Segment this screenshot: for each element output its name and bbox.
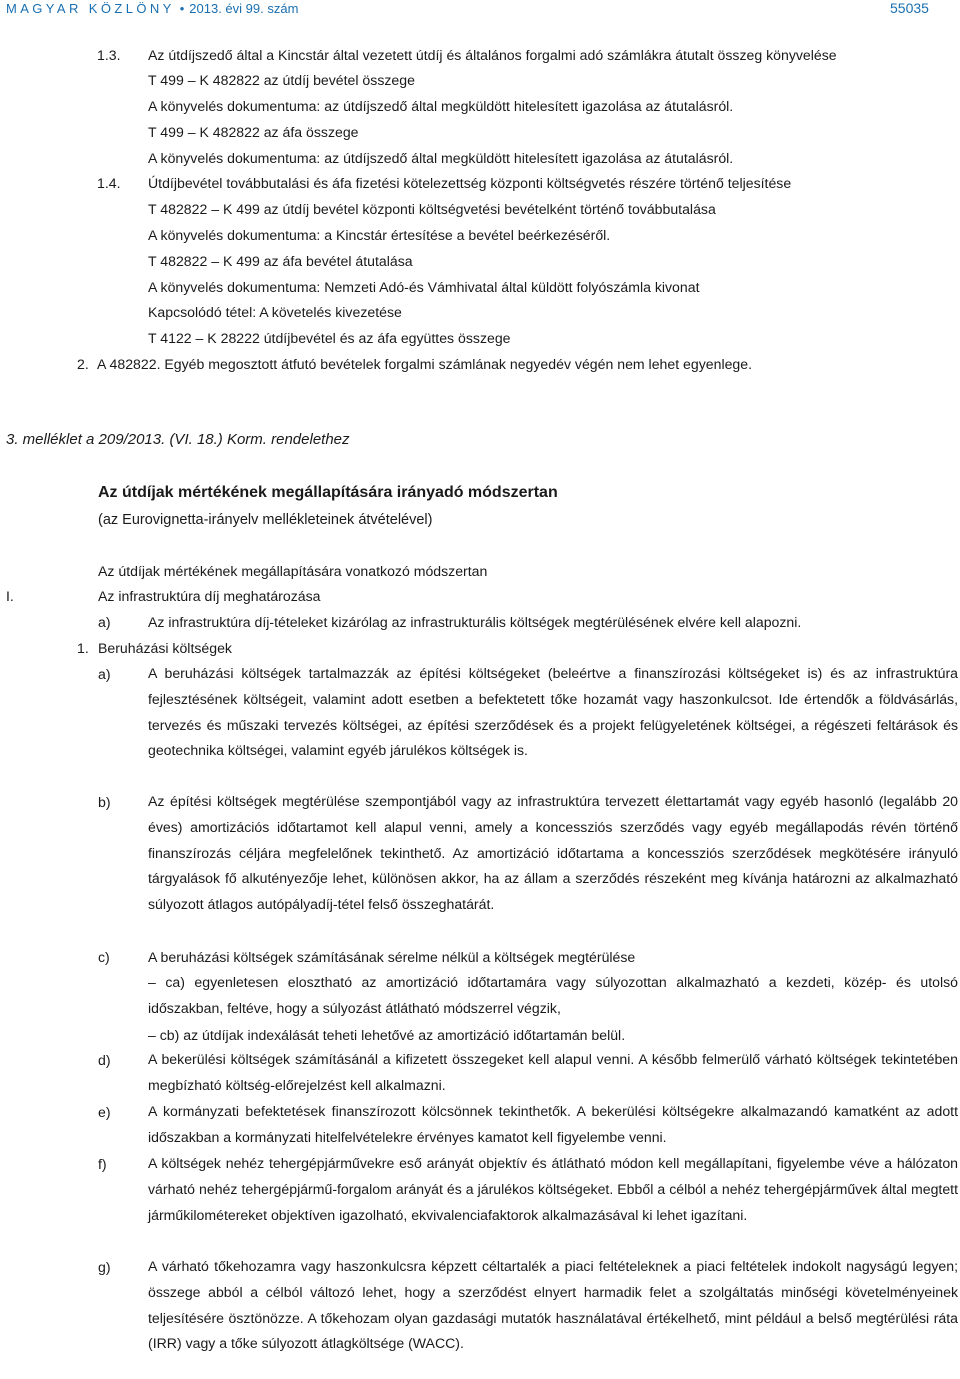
item-c-sub-cb: – cb) az útdíjak indexálását teheti lehetővé az amortizáció időtartamán belül. bbox=[148, 1027, 626, 1043]
part-I-title: Az infrastruktúra díj meghatározása bbox=[98, 588, 321, 604]
header-separator: • bbox=[179, 1, 185, 16]
item-b-label: b) bbox=[98, 794, 111, 810]
item-d-label: d) bbox=[98, 1052, 111, 1068]
section-1-4-label: 1.4. bbox=[97, 175, 121, 191]
method-heading: Az útdíjak mértékének megállapítására vonatkozó módszertan bbox=[98, 563, 488, 579]
item-e-text: A kormányzati befektetések finanszírozott kölcsönnek tekinthetők. A bekerülési költségekre alkalmazandó kamatként az adott időszakban a kormányzati hitelfelvételekre érvényes kamatot kell figyelembe venni. bbox=[148, 1103, 958, 1145]
item-d-text: A bekerülési költségek számításánál a kifizetett összegeket kell alapul venni. A később felmerülő várható költségek tekintetében megbízható költség-előrejelzést kell alkalmazni. bbox=[148, 1051, 958, 1093]
section-1-4-line: A könyvelés dokumentuma: Nemzeti Adó-és Vámhivatal által küldött folyószámla kivonat bbox=[148, 279, 700, 295]
section-1-4-line: T 482822 – K 499 az útdíj bevétel központi költségvetési bevételként történő továbbutalása bbox=[148, 201, 716, 217]
item-a-text: A beruházási költségek tartalmazzák az építési költségeket (beleértve a finanszírozási költségeket is) és az infrastruktúra fejlesztésének költségeit, valamint adott esetben a befektetett tőke hozamát vagy haszonkulcsot. Ide értendők a földvásárlás, tervezés és műszaki tervezés költségei, az építési szerződések és a projekt felügyeletének költségei, a régészeti feltárások és geotechnika költségei, valamint egyéb járulékos költségek is. bbox=[148, 665, 958, 759]
section-2-label: 2. bbox=[77, 356, 89, 372]
section-1-4-line: Kapcsolódó tétel: A követelés kivezetése bbox=[148, 304, 402, 320]
document-title: Az útdíjak mértékének megállapítására irányadó módszertan bbox=[98, 484, 558, 501]
annex-title: 3. melléklet a 209/2013. (VI. 18.) Korm. rendelethez bbox=[6, 431, 350, 448]
journal-name: MAGYAR KÖZLÖNY bbox=[6, 1, 175, 16]
issue-number: 2013. évi 99. szám bbox=[189, 1, 299, 16]
item-b-text: Az építési költségek megtérülése szempontjából vagy az infrastruktúra tervezett élettartamát vagy egyéb hasonló (legalább 20 éves) amortizációs időtartamot kell alapul venni, amely a koncessziós szerződés vagy egyéb megállapodás révén történő finanszírozás céljára megfelelőnek tekinthető. Az amortizáció időtartama a koncessziós szerződések megkötésére irányuló tárgyalások fő alkutényezője lehet, különösen akkor, ha az állam a szerződés részeként meg kívánja határozni az alkalmazható súlyozott átlagos autópályadíj-tétel felső összeghatárát. bbox=[148, 793, 958, 913]
item-c-text: A beruházási költségek számításának sérelme nélkül a költségek megtérülése bbox=[148, 949, 636, 965]
item-g-label: g) bbox=[98, 1259, 111, 1275]
section-1-3-label: 1.3. bbox=[97, 47, 121, 63]
section-1-4-line: T 4122 – K 28222 útdíjbevétel és az áfa együttes összege bbox=[148, 330, 511, 346]
section-1-3-line: Az útdíjszedő által a Kincstár által vezetett útdíj és általános forgalmi adó számlákra átutalt összeg könyvelése bbox=[148, 47, 837, 63]
item-a-label: a) bbox=[98, 666, 111, 682]
document-subtitle: (az Eurovignetta-irányelv mellékleteinek átvételével) bbox=[98, 512, 433, 528]
item-e-label: e) bbox=[98, 1104, 111, 1120]
section-1-4-line: Útdíjbevétel továbbutalási és áfa fizetési kötelezettség központi költségvetés részére történő teljesítése bbox=[148, 175, 792, 191]
section-1-4-line: T 482822 – K 499 az áfa bevétel átutalása bbox=[148, 253, 413, 269]
part-I-a-label: a) bbox=[98, 614, 111, 630]
running-head bbox=[6, 1, 298, 16]
item-f-text: A költségek nehéz tehergépjárművekre eső arányát objektív és átlátható módon kell megállapítani, figyelembe véve a hálózaton várható nehéz tehergépjármű-forgalom arányát és a járulékos költségeket. Ebből a célból a nehéz tehergépjárművek által megtett járműkilométereket objektíven igazolható, ekvivalenciafaktorok alkalmazásával ki lehet igazítani. bbox=[148, 1155, 958, 1223]
part-I-a-text: Az infrastruktúra díj-tételeket kizárólag az infrastrukturális költségek megtérülésének elvére kell alapozni. bbox=[148, 614, 802, 630]
item-c-sub-ca: – ca) egyenletesen elosztható az amortizáció időtartamára vagy súlyozottan alkalmazható a kezdeti, közép- és utolsó időszakban, feltéve, hogy a súlyozást átlátható módszerrel végzik, bbox=[148, 974, 958, 1016]
item-g-text: A várható tőkehozamra vagy haszonkulcsra képzett céltartalék a piaci feltételeknek a piaci feltételek indokolt nagyságú legyen; összege abból a célból változó lehet, hogy a szerződést elnyert harmadik felet a szolgáltatás minőségi követelményeinek teljesítésére ösztönözze. A tőkehozam olyan gazdasági mutatók használatával értékelhető, mint például a belső megtérülési ráta (IRR) vagy a tőke súlyozott átlagköltsége (WACC). bbox=[148, 1258, 958, 1352]
section-1-3-line: T 499 – K 482822 az útdíj bevétel összege bbox=[148, 72, 415, 88]
page-number: 55035 bbox=[890, 0, 929, 16]
section-1-3-line: T 499 – K 482822 az áfa összege bbox=[148, 124, 359, 140]
section-1-3-line: A könyvelés dokumentuma: az útdíjszedő által megküldött hitelesített igazolása az átutalásról. bbox=[148, 98, 734, 114]
section-1-title: Beruházási költségek bbox=[98, 640, 232, 656]
section-1-label: 1. bbox=[77, 640, 89, 656]
item-f-label: f) bbox=[98, 1156, 107, 1172]
page-header bbox=[0, 0, 960, 18]
section-1-3-line: A könyvelés dokumentuma: az útdíjszedő által megküldött hitelesített igazolása az átutalásról. bbox=[148, 150, 734, 166]
section-1-4-line: A könyvelés dokumentuma: a Kincstár értesítése a bevétel beérkezéséről. bbox=[148, 227, 611, 243]
part-I-label: I. bbox=[6, 588, 14, 604]
item-c-label: c) bbox=[98, 949, 110, 965]
section-2-text: A 482822. Egyéb megosztott átfutó bevételek forgalmi számlának negyedév végén nem lehet egyenlege. bbox=[97, 356, 753, 372]
